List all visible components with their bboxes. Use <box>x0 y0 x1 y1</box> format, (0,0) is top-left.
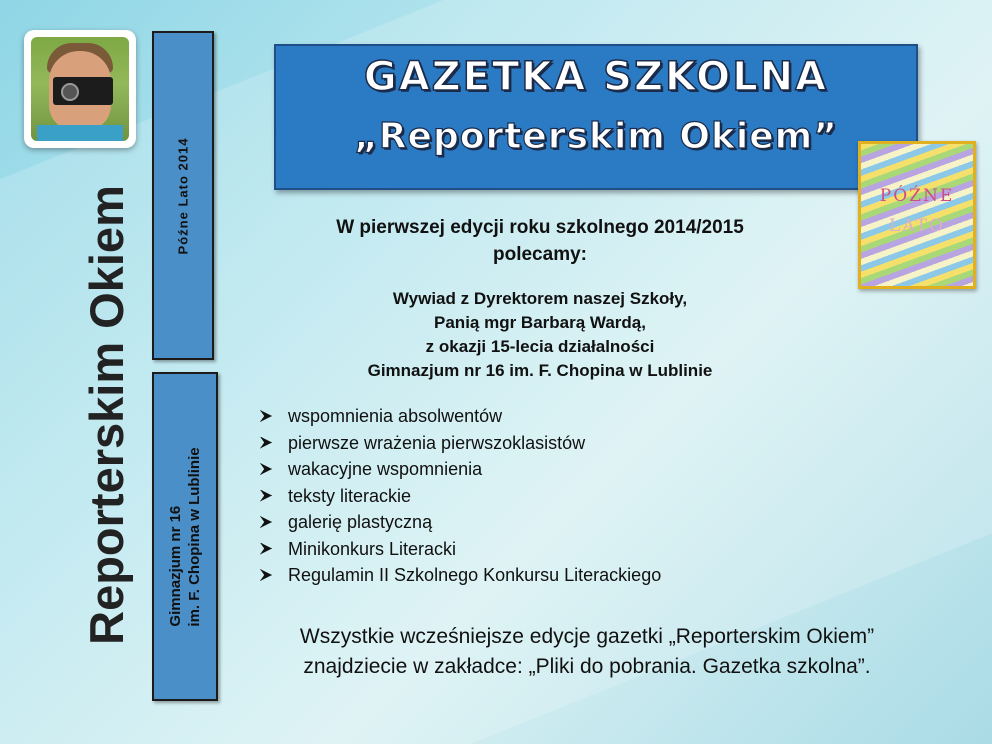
list-item <box>260 430 780 457</box>
interview-line3: z okazji 15-lecia działalności <box>425 337 655 356</box>
arrow-bullet-icon <box>260 437 272 449</box>
list-item-text: wakacyjne wspomnienia <box>288 459 483 479</box>
arrow-bullet-icon <box>260 410 272 422</box>
photo-frame <box>24 30 136 148</box>
list-item-text: pierwsze wrażenia pierwszoklasistów <box>288 432 586 453</box>
intro-line1: W pierwszej edycji roku szkolnego 2014/2015 <box>336 217 744 238</box>
list-item-text: wspomnienia absolwentów <box>288 406 503 426</box>
arrow-bullet-icon <box>260 543 272 555</box>
side-box-bottom-line2: im. F. Chopina w Lublinie <box>186 446 203 627</box>
list-item <box>260 403 780 430</box>
list-item <box>260 536 780 563</box>
list-item <box>260 483 780 510</box>
side-box-bottom-text <box>166 447 204 626</box>
side-box-bottom-line1: Gimnazjum nr 16 <box>167 505 184 627</box>
intro-line2: polecamy: <box>493 244 587 265</box>
interview-line4: Gimnazjum nr 16 im. F. Chopina w Lublinie <box>367 361 713 380</box>
bullet-list <box>260 403 780 589</box>
arrow-bullet-icon <box>260 569 272 581</box>
banner-subtitle: „Reporterskim Okiem” <box>354 116 838 157</box>
thumbnail-line2: LATO <box>889 216 945 236</box>
banner-title: GAZETKA SZKOLNA <box>363 54 829 100</box>
list-item-text: teksty literackie <box>288 485 412 506</box>
footer-line2: znajdziecie w zakładce: „Pliki do pobrania. Gazetka szkolna”. <box>303 655 871 678</box>
vertical-title: Reporterskim Okiem <box>80 185 133 645</box>
photographer-photo <box>31 37 129 141</box>
interview-line1: Wywiad z Dyrektorem naszej Szkoły, <box>392 289 688 308</box>
side-box-bottom <box>152 372 218 701</box>
arrow-bullet-icon <box>260 516 272 528</box>
thumbnail-line1: PÓŹNE <box>879 186 955 206</box>
interview-text <box>300 287 780 383</box>
list-item <box>260 456 780 483</box>
footer-line1: Wszystkie wcześniejsze edycje gazetki „Reporterskim Okiem” <box>299 625 875 648</box>
interview-line2: Panią mgr Barbarą Wardą, <box>434 313 646 332</box>
side-box-top <box>152 31 214 360</box>
arrow-bullet-icon <box>260 490 272 502</box>
list-item <box>260 562 780 589</box>
photo-shirt <box>37 125 123 141</box>
title-banner <box>274 44 918 190</box>
footer-text <box>262 622 912 682</box>
side-box-top-text: Późne Lato 2014 <box>175 137 191 254</box>
camera-lens-icon <box>61 83 79 101</box>
list-item-text: Minikonkurs Literacki <box>288 538 457 559</box>
arrow-bullet-icon <box>260 463 272 475</box>
intro-text <box>280 214 800 268</box>
pozne-lato-thumbnail <box>858 141 976 289</box>
list-item-text: Regulamin II Szkolnego Konkursu Literackiego <box>288 565 662 585</box>
list-item-text: galerię plastyczną <box>288 512 433 532</box>
list-item <box>260 509 780 536</box>
